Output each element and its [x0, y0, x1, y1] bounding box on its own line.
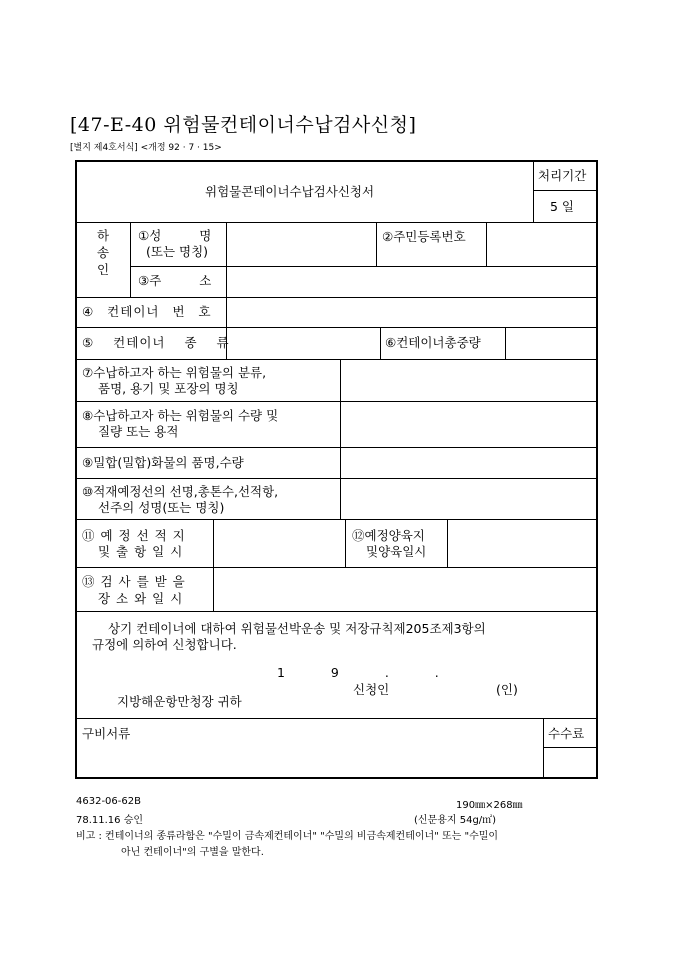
item10-label-2: 선주의 성명(또는 명칭)	[98, 500, 225, 515]
border-bottom	[75, 777, 598, 779]
divider	[75, 519, 598, 520]
item11-label-2: 및 출 항 일 시	[98, 544, 183, 559]
approval-date: 78.11.16 승인	[76, 815, 144, 826]
divider	[543, 747, 597, 748]
applicant-signature-label: 신청인	[353, 682, 390, 697]
address-label: ③주 소	[138, 273, 212, 288]
divider	[75, 447, 598, 448]
name-label-alt: (또는 명칭)	[146, 244, 209, 259]
divider	[75, 611, 598, 612]
divider	[75, 359, 598, 360]
container-weight-label: ⑥컨테이너총중량	[385, 335, 481, 350]
divider	[75, 718, 598, 719]
item12-label-2: 및양육일시	[366, 544, 427, 559]
note-text: 비고 : 컨테이너의 종류라함은 "수밀이 금속제컨테이너" "수밀의 비금속제컨테이너" 또는 "수밀이	[76, 831, 499, 842]
paper-size: 190㎜×268㎜	[456, 800, 523, 811]
border-right	[596, 160, 598, 779]
divider	[533, 190, 597, 191]
item12-label: ⑫예정양육지	[352, 528, 425, 543]
divider	[130, 222, 131, 297]
divider	[533, 160, 534, 222]
applicant-label-1: 하	[97, 228, 110, 243]
divider	[213, 519, 214, 611]
divider	[226, 222, 227, 297]
divider	[380, 327, 381, 359]
processing-period-label: 처리기간	[538, 168, 587, 183]
item11-label: ⑪ 예 정 선 적 지	[82, 528, 185, 543]
divider	[543, 718, 544, 778]
processing-period-value: 5 일	[550, 199, 575, 214]
item7-label-2: 품명, 용기 및 포장의 명칭	[98, 381, 239, 396]
applicant-label-3: 인	[97, 262, 110, 277]
divider	[75, 478, 598, 479]
divider	[345, 519, 346, 567]
container-type-label: ⑤ 컨테이너 종 류	[82, 335, 230, 350]
item8-label-2: 질량 또는 용적	[98, 424, 179, 439]
divider	[130, 266, 598, 267]
divider	[75, 222, 598, 223]
divider	[376, 222, 377, 266]
divider	[75, 401, 598, 402]
item9-label: ⑨밀합(밀합)화물의 품명,수량	[82, 455, 244, 470]
container-number-label: ④ 컨테이너 번 호	[82, 304, 212, 319]
statement-text: 상기 컨테이너에 대하여 위험물선박운송 및 저장규칙제205조제3항의	[108, 621, 486, 636]
divider	[486, 222, 487, 266]
border-top	[75, 160, 598, 162]
item13-label: ⑬ 검 사 를 받 을	[82, 574, 185, 589]
item10-label: ⑩적재예정선의 선명,총톤수,선적항,	[82, 484, 279, 499]
fee-label: 수수료	[548, 726, 585, 741]
paper-type: (신문용지 54g/㎡)	[414, 815, 497, 826]
name-label: ①성 명	[138, 228, 212, 243]
statement-text-2: 규정에 의하여 신청합니다.	[92, 637, 237, 652]
border-left	[75, 160, 77, 779]
page-title: [47-E-40 위험물컨테이너수납검사신청]	[70, 114, 417, 136]
divider	[447, 519, 448, 567]
applicant-label-2: 송	[97, 245, 110, 260]
item7-label: ⑦수납하고자 하는 위험물의 분류,	[82, 365, 267, 380]
seal-mark: (인)	[496, 682, 518, 697]
form-code: 4632-06-62B	[76, 796, 141, 807]
divider	[75, 297, 598, 298]
form-reference: [별지 제4호서식] <개정 92 · 7 · 15>	[70, 143, 222, 153]
divider	[75, 567, 598, 568]
divider	[75, 327, 598, 328]
recipient: 지방해운항만청장 귀하	[117, 694, 242, 709]
note-text-2: 아닌 컨테이너"의 구별을 말한다.	[121, 847, 264, 858]
divider	[340, 359, 341, 519]
form-name: 위험물콘테이너수납검사신청서	[205, 184, 375, 199]
divider	[505, 327, 506, 359]
rrn-label: ②주민등록번호	[382, 229, 466, 244]
date-line: 1 9 . .	[277, 665, 439, 680]
item13-label-2: 장 소 와 일 시	[98, 591, 183, 606]
documents-label: 구비서류	[82, 726, 131, 741]
item8-label: ⑧수납하고자 하는 위험물의 수량 및	[82, 408, 279, 423]
